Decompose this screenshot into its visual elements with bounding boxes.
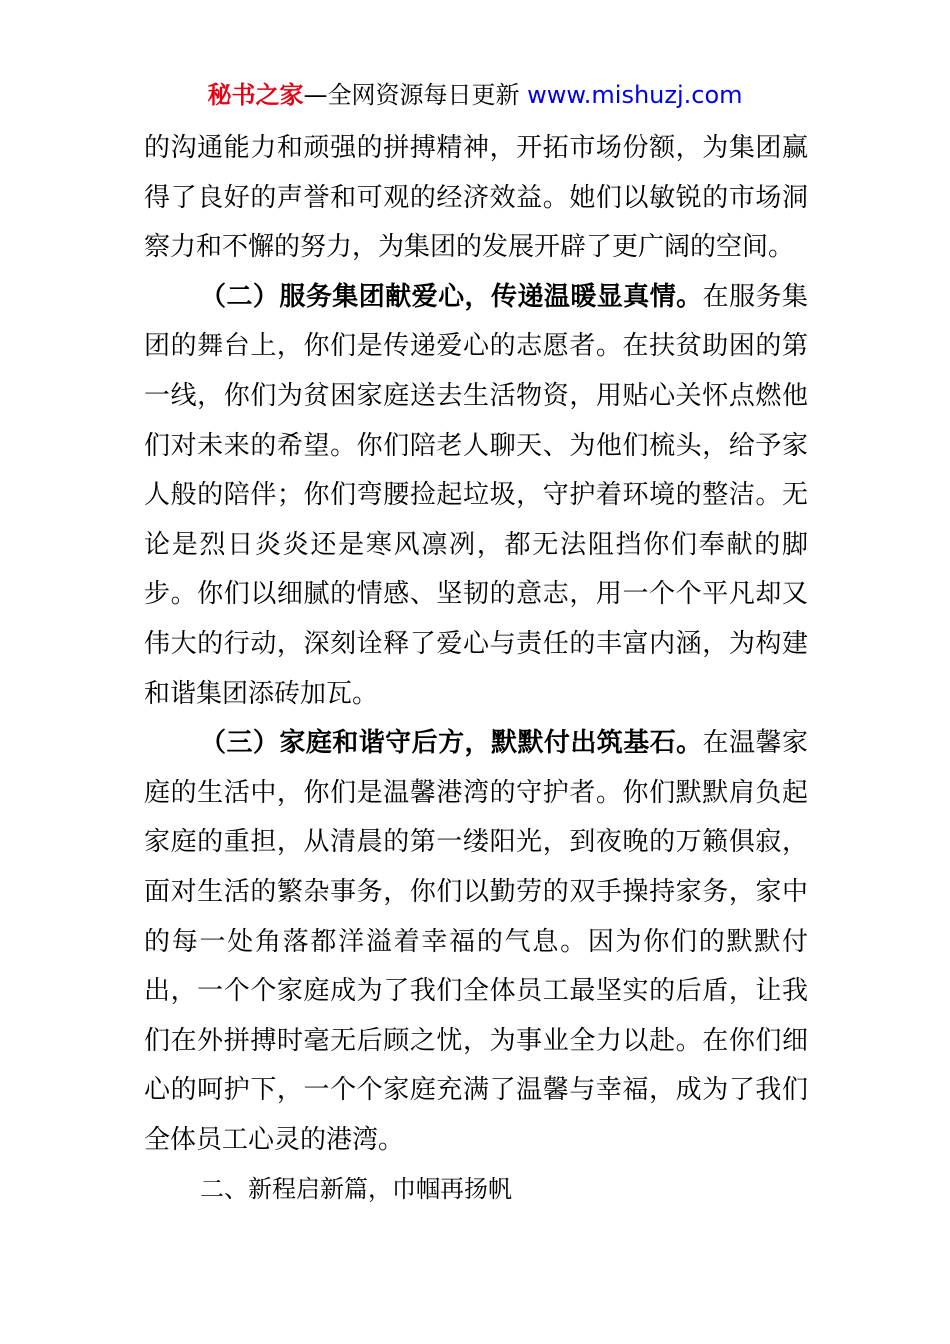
text-line: 一线，你们为贫困家庭送去生活物资，用贴心关怀点燃他 (144, 380, 808, 411)
paragraph-3 (144, 719, 808, 1165)
text-line: 们对未来的希望。你们陪老人聊天、为他们梳头，给予家 (144, 430, 808, 461)
text-line: 步。你们以细腻的情感、坚韧的意志，用一个个平凡却又 (144, 579, 808, 610)
text-line: 察力和不懈的努力，为集团的发展开辟了更广阔的空间。 (144, 232, 795, 263)
header-brand: 秘书之家 (207, 81, 304, 109)
paragraph-1 (144, 124, 808, 273)
text-run: 在温馨家 (702, 728, 808, 759)
text-line: 们在外拼搏时毫无后顾之忧，为事业全力以赴。在你们细 (144, 1025, 808, 1056)
text-line: 出，一个个家庭成为了我们全体员工最坚实的后盾，让我 (144, 976, 808, 1007)
text-line: 全体员工心灵的港湾。 (144, 1124, 405, 1155)
section-heading: 二、新程启新篇，巾帼再扬帆 (200, 1175, 512, 1204)
text-line: 的沟通能力和顽强的拼搏精神，开拓市场份额，为集团赢 (144, 133, 808, 163)
subsection-heading: （二）服务集团献爱心，传递温暖显真情。 (200, 281, 703, 312)
paragraph-first-line (144, 273, 808, 323)
subsection-heading: （三）家庭和谐守后方，默默付出筑基石。 (200, 728, 703, 759)
page-header (0, 79, 950, 111)
text-line: 团的舞台上，你们是传递爱心的志愿者。在扶贫助困的第 (144, 331, 808, 362)
text-line: 的每一处角落都洋溢着幸福的气息。因为你们的默默付 (144, 926, 808, 957)
header-tagline: —全网资源每日更新 (303, 81, 528, 109)
text-line: 庭的生活中，你们是温馨港湾的守护者。你们默默肩负起 (144, 777, 808, 808)
text-line: 心的呵护下，一个个家庭充满了温馨与幸福，成为了我们 (144, 1075, 808, 1106)
text-line: 和谐集团添砖加瓦。 (144, 678, 379, 709)
text-run: 在服务集 (702, 281, 808, 312)
document-body (144, 124, 808, 1215)
paragraph-2 (144, 273, 808, 719)
header-site-link[interactable]: www.mishuzj.com (527, 81, 743, 109)
text-line: 家庭的重担，从清晨的第一缕阳光，到夜晚的万籁俱寂， (144, 827, 808, 858)
text-line: 得了良好的声誉和可观的经济效益。她们以敏锐的市场洞 (144, 182, 808, 213)
paragraph-first-line (144, 719, 808, 769)
text-line: 面对生活的繁杂事务，你们以勤劳的双手操持家务，家中 (144, 876, 808, 907)
text-line: 伟大的行动，深刻诠释了爱心与责任的丰富内涵，为构建 (144, 628, 808, 659)
text-line: 人般的陪伴；你们弯腰捡起垃圾，守护着环境的整洁。无 (144, 480, 808, 511)
text-line: 论是烈日炎炎还是寒风凛冽，都无法阻挡你们奉献的脚 (144, 529, 808, 560)
